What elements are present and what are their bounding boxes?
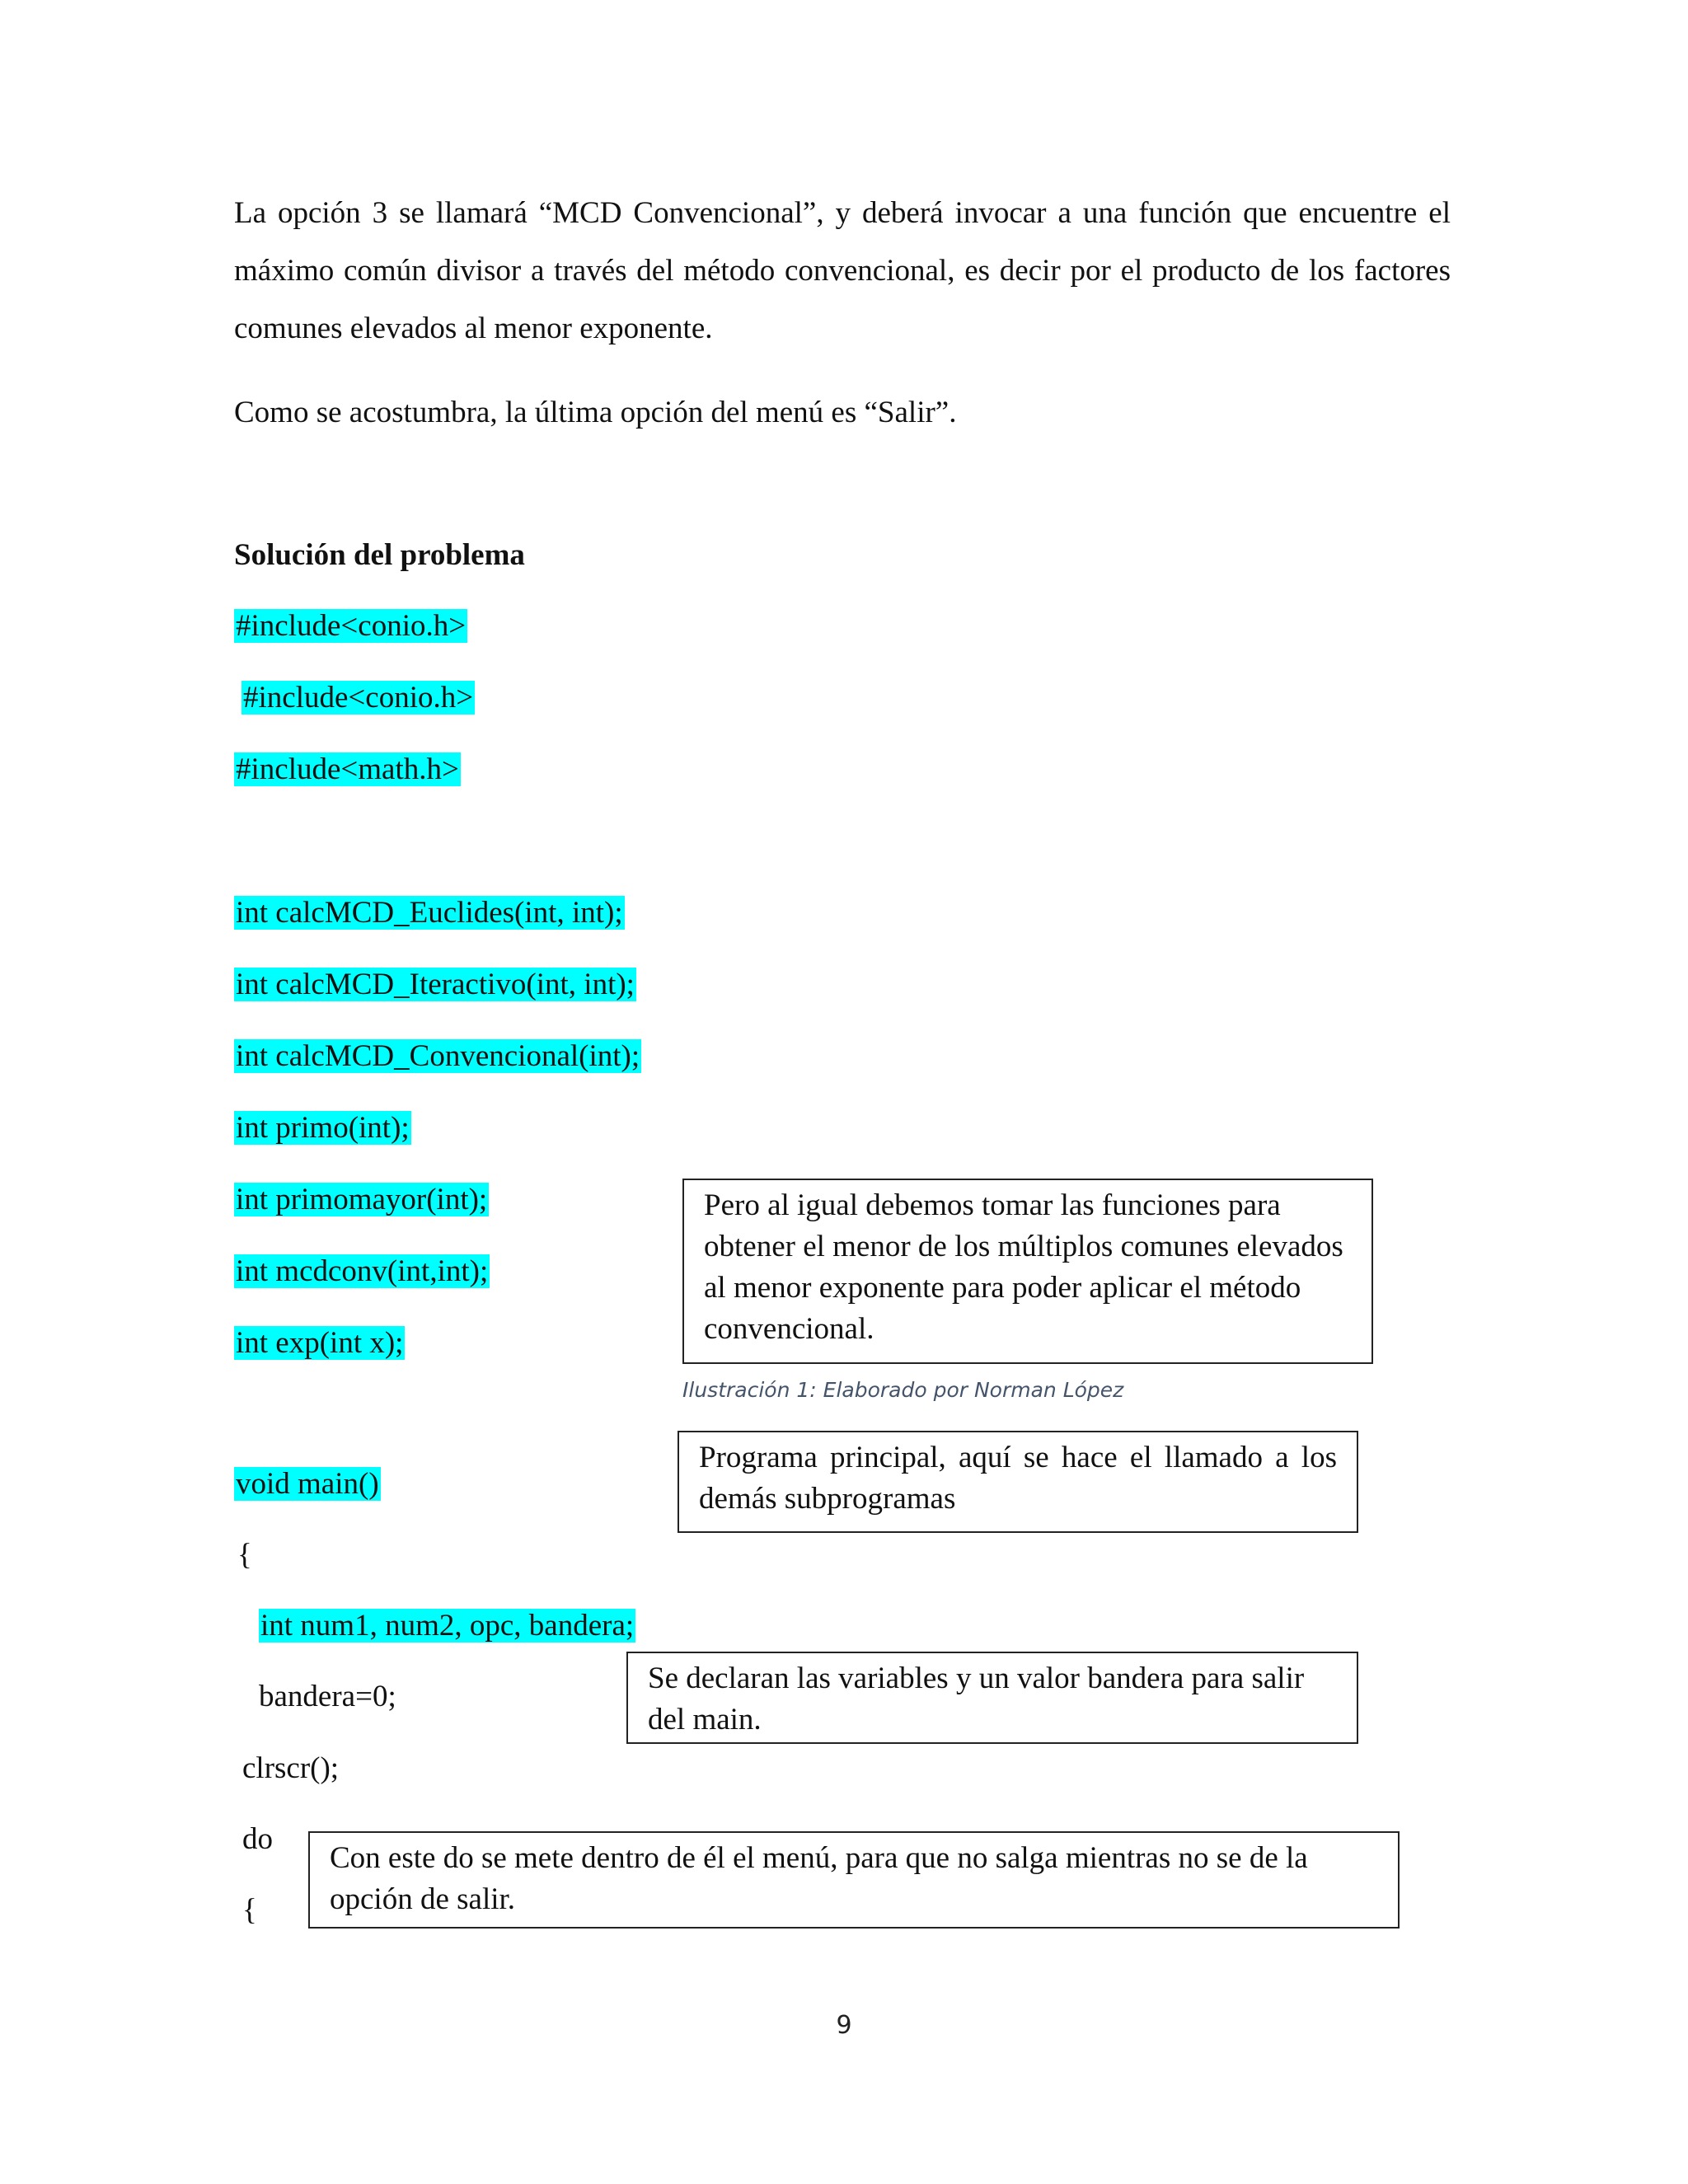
body-paragraph-option3: La opción 3 se llamará “MCD Convencional”, y deberá invocar a una función que encuentre el máximo común divisor a través del método convencional, es decir por el producto de los factores comunes elevados al menor exponente.	[234, 196, 1451, 345]
code-variable-declaration-text: int num1, num2, opc, bandera;	[260, 1609, 635, 1643]
code-include-1	[234, 606, 467, 647]
note-variables: Se declaran las variables y un valor bandera para salir del main.	[626, 1652, 1358, 1744]
code-include-1-text: #include<conio.h>	[236, 609, 467, 643]
note-main-program: Programa principal, aquí se hace el llamado a los demás subprogramas	[678, 1431, 1358, 1533]
code-prototype-1	[234, 893, 625, 934]
code-prototype-7-text: int exp(int x);	[236, 1326, 404, 1360]
code-open-brace: {	[237, 1538, 252, 1572]
body-paragraph-exit: Como se acostumbra, la última opción del menú es “Salir”.	[234, 396, 957, 429]
code-prototype-6	[234, 1251, 490, 1292]
code-do: do	[242, 1822, 273, 1856]
code-prototype-4-text: int primo(int);	[236, 1111, 410, 1145]
note-functions: Pero al igual debemos tomar las funciones para obtener el menor de los múltiplos comunes elevados al menor exponente para poder aplicar el método convencional.	[682, 1179, 1373, 1364]
code-prototype-1-text: int calcMCD_Euclides(int, int);	[236, 896, 623, 930]
code-main-signature-text: void main()	[236, 1467, 379, 1501]
code-prototype-5	[234, 1179, 489, 1221]
code-include-2	[241, 677, 475, 719]
code-prototype-4	[234, 1108, 411, 1149]
section-heading: Solución del problema	[234, 538, 525, 572]
code-prototype-6-text: int mcdconv(int,int);	[236, 1254, 489, 1288]
code-bandera-assign: bandera=0;	[259, 1680, 396, 1713]
code-include-3-text: #include<math.h>	[236, 752, 459, 786]
code-include-3	[234, 749, 461, 790]
code-clrscr: clrscr();	[242, 1751, 340, 1785]
illustration-caption: Ilustración 1: Elaborado por Norman López	[682, 1378, 1124, 1402]
page-number: 9	[836, 2011, 852, 2040]
code-prototype-3	[234, 1036, 641, 1077]
code-prototype-7	[234, 1323, 405, 1364]
code-variable-declaration	[259, 1605, 635, 1647]
code-prototype-2-text: int calcMCD_Iteractivo(int, int);	[236, 968, 635, 1001]
code-prototype-2	[234, 964, 636, 1005]
code-prototype-3-text: int calcMCD_Convencional(int);	[236, 1039, 640, 1073]
note-do-loop: Con este do se mete dentro de él el menú, para que no salga mientras no se de la opción de salir.	[308, 1831, 1400, 1929]
code-main-signature	[234, 1464, 381, 1505]
code-open-brace-do: {	[242, 1893, 257, 1927]
code-include-2-text: #include<conio.h>	[243, 681, 474, 715]
code-prototype-5-text: int primomayor(int);	[236, 1183, 488, 1216]
